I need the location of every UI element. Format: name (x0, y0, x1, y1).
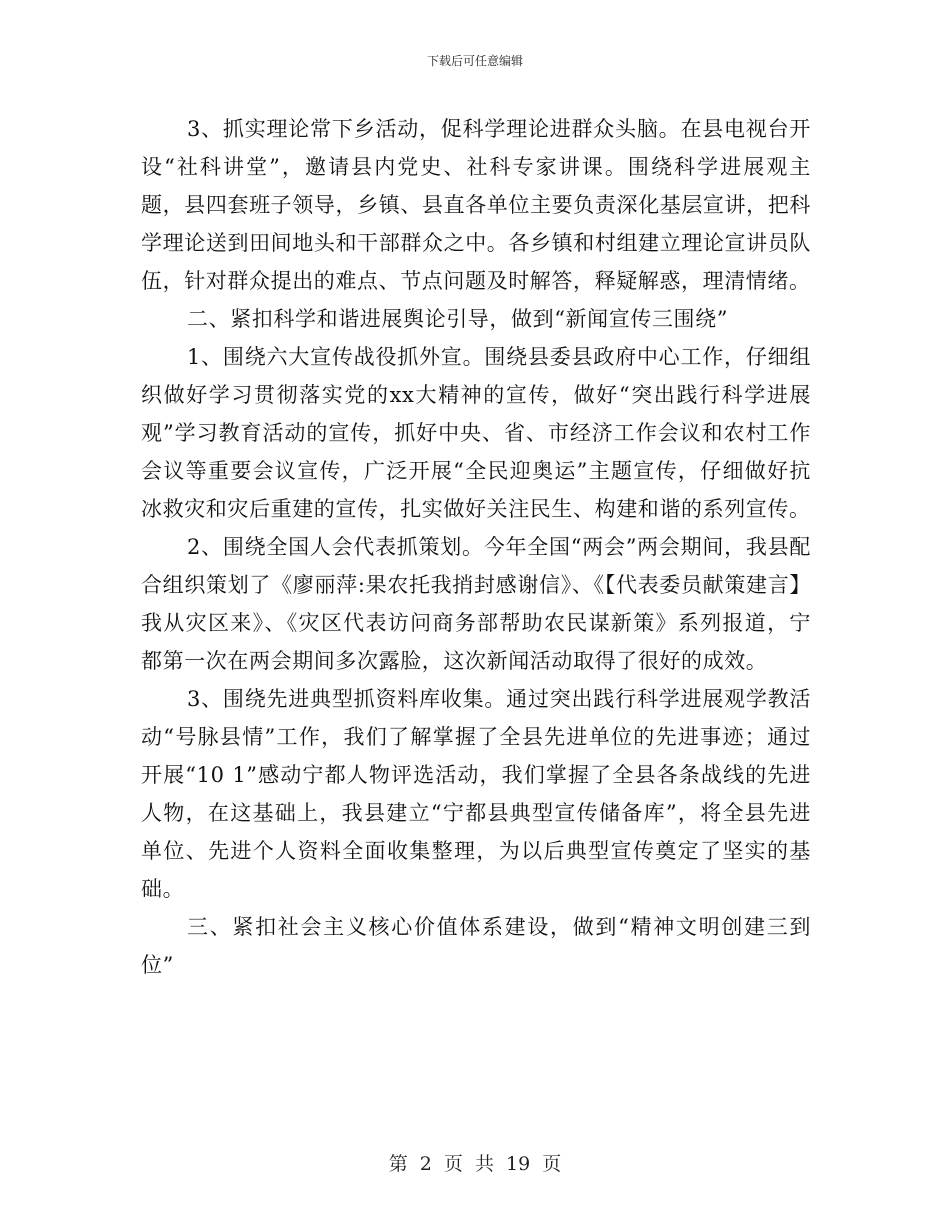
page-number: 第 2 页 共 19 页 (388, 1153, 562, 1175)
document-body (141, 110, 811, 984)
paragraph-npc-planning: 2、围绕全国人会代表抓策划。今年全国“两会”两会期间，我县配合组织策划了《廖丽萍:果农托我捎封感谢信》、《【代表委员献策建言】我从灾区来》、《灾区代表访问商务部帮助农民谋新策》系列报道，宁都第一次在两会期间多次露脸，这次新闻活动取得了很好的成效。 (141, 535, 811, 673)
paragraph-typical-database: 3、围绕先进典型抓资料库收集。通过突出践行科学进展观学教活动“号脉县情”工作，我们了解掌握了全县先进单位的先进事迹；通过开展“10 1”感动宁都人物评选活动，我们掌握了全县各条战线的先进人物，在这基础上，我县建立“宁都县典型宣传储备库”，将全县先进单位、先进个人资料全面收集整理，为以后典型宣传奠定了坚实的基础。 (141, 687, 811, 901)
section-heading-news-publicity: 二、紧扣科学和谐进展舆论引导，做到“新闻宣传三围绕” (187, 307, 729, 331)
section-heading-spiritual-civilization: 三、紧扣社会主义核心价值体系建设，做到“精神文明创建三到位” (141, 915, 811, 977)
paragraph-theory-to-countryside: 3、抓实理论常下乡活动，促科学理论进群众头脑。在县电视台开设“社科讲堂”，邀请县内党史、社科专家讲课。围绕科学进展观主题，县四套班子领导，乡镇、县直各单位主要负责深化基层宣讲，把科学理论送到田间地头和干部群众之中。各乡镇和村组建立理论宣讲员队伍，针对群众提出的难点、节点问题及时解答，释疑解惑，理清情绪。 (141, 117, 811, 293)
page-header: 下载后可任意编辑 (426, 54, 523, 68)
paragraph-external-publicity: 1、围绕六大宣传战役抓外宣。围绕县委县政府中心工作，仔细组织做好学习贯彻落实党的xx大精神的宣传，做好“突出践行科学进展观”学习教育活动的宣传，抓好中央、省、市经济工作会议和农村工作会议等重要会议宣传，广泛开展“全民迎奥运”主题宣传，仔细做好抗冰救灾和灾后重建的宣传，扎实做好关注民生、构建和谐的系列宣传。 (141, 345, 811, 521)
